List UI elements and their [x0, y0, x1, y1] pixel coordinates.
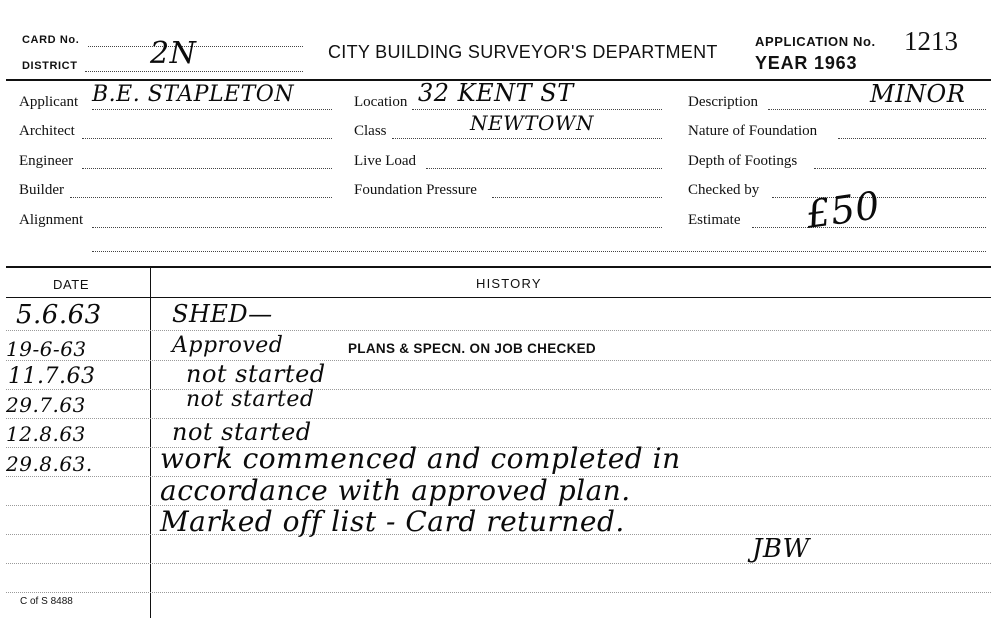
nature-of-foundation-line [838, 138, 986, 139]
row-date: 11.7.63 [8, 364, 96, 389]
row-date: 5.6.63 [16, 300, 102, 330]
engineer-label: Engineer [19, 153, 74, 169]
location-value: 32 KENT ST [418, 79, 574, 107]
checked-stamp: PLANS & SPECN. ON JOB CHECKED [348, 341, 596, 356]
header-rule [6, 297, 991, 298]
alignment-label: Alignment [19, 212, 84, 228]
application-number: 1213 [904, 26, 958, 56]
description-label: Description [688, 94, 758, 110]
row-history: work commenced and completed in [160, 442, 681, 475]
year-label: YEAR 1963 [755, 53, 858, 73]
description-value: MINOR [870, 80, 966, 108]
table-rule [6, 330, 991, 331]
engineer-line [82, 168, 332, 169]
history-header: HISTORY [476, 276, 542, 291]
applicant-line [92, 109, 332, 110]
date-column-divider [150, 268, 151, 618]
table-top-rule [6, 266, 991, 268]
row-history: SHED— [172, 300, 273, 328]
class-label: Class [354, 123, 387, 139]
location-line [412, 109, 662, 110]
class-line [392, 138, 662, 139]
alignment-line [92, 227, 662, 228]
builder-line [70, 197, 332, 198]
applicant-label: Applicant [19, 94, 79, 110]
depth-of-footings-line [814, 168, 986, 169]
row-date: 19-6-63 [6, 337, 87, 361]
depth-of-footings-label: Depth of Footings [688, 153, 798, 169]
table-rule [6, 592, 991, 593]
table-rule [6, 418, 991, 419]
row-history: not started [186, 360, 326, 388]
nature-of-foundation-label: Nature of Foundation [688, 123, 818, 139]
row-history: Approved [172, 333, 284, 358]
location-label: Location [354, 94, 408, 110]
row-date: 12.8.63 [6, 422, 86, 446]
signature: JBW [752, 534, 810, 564]
row-date: 29.8.63. [6, 452, 93, 476]
date-header: DATE [53, 277, 90, 292]
district-line [85, 71, 303, 72]
row-history: accordance with approved plan. [160, 474, 631, 507]
application-label: APPLICATION No. [755, 34, 876, 49]
live-load-label: Live Load [354, 153, 417, 169]
row-history: not started [186, 387, 315, 412]
live-load-line [426, 168, 662, 169]
foundation-pressure-label: Foundation Pressure [354, 182, 477, 198]
table-rule [6, 360, 991, 361]
department-title: CITY BUILDING SURVEYOR'S DEPARTMENT [328, 42, 718, 62]
district-label: DISTRICT [22, 60, 78, 72]
form-code: C of S 8488 [20, 596, 73, 607]
checked-by-label: Checked by [688, 182, 760, 198]
row-history: not started [172, 418, 312, 446]
applicant-value: B.E. STAPLETON [92, 82, 295, 107]
description-line [768, 109, 986, 110]
card-no-label: CARD No. [22, 34, 80, 46]
table-rule [6, 563, 991, 564]
class-value: NEWTOWN [470, 111, 594, 135]
card-no-value: 2N [150, 36, 197, 71]
table-rule [6, 389, 991, 390]
estimate-label: Estimate [688, 212, 741, 228]
extra-line [92, 251, 986, 252]
estimate-value: £50 [803, 183, 883, 237]
architect-line [82, 138, 332, 139]
architect-label: Architect [19, 123, 75, 139]
foundation-pressure-line [492, 197, 662, 198]
row-history: Marked off list - Card returned. [160, 505, 625, 538]
builder-label: Builder [19, 182, 64, 198]
row-date: 29.7.63 [6, 393, 86, 417]
